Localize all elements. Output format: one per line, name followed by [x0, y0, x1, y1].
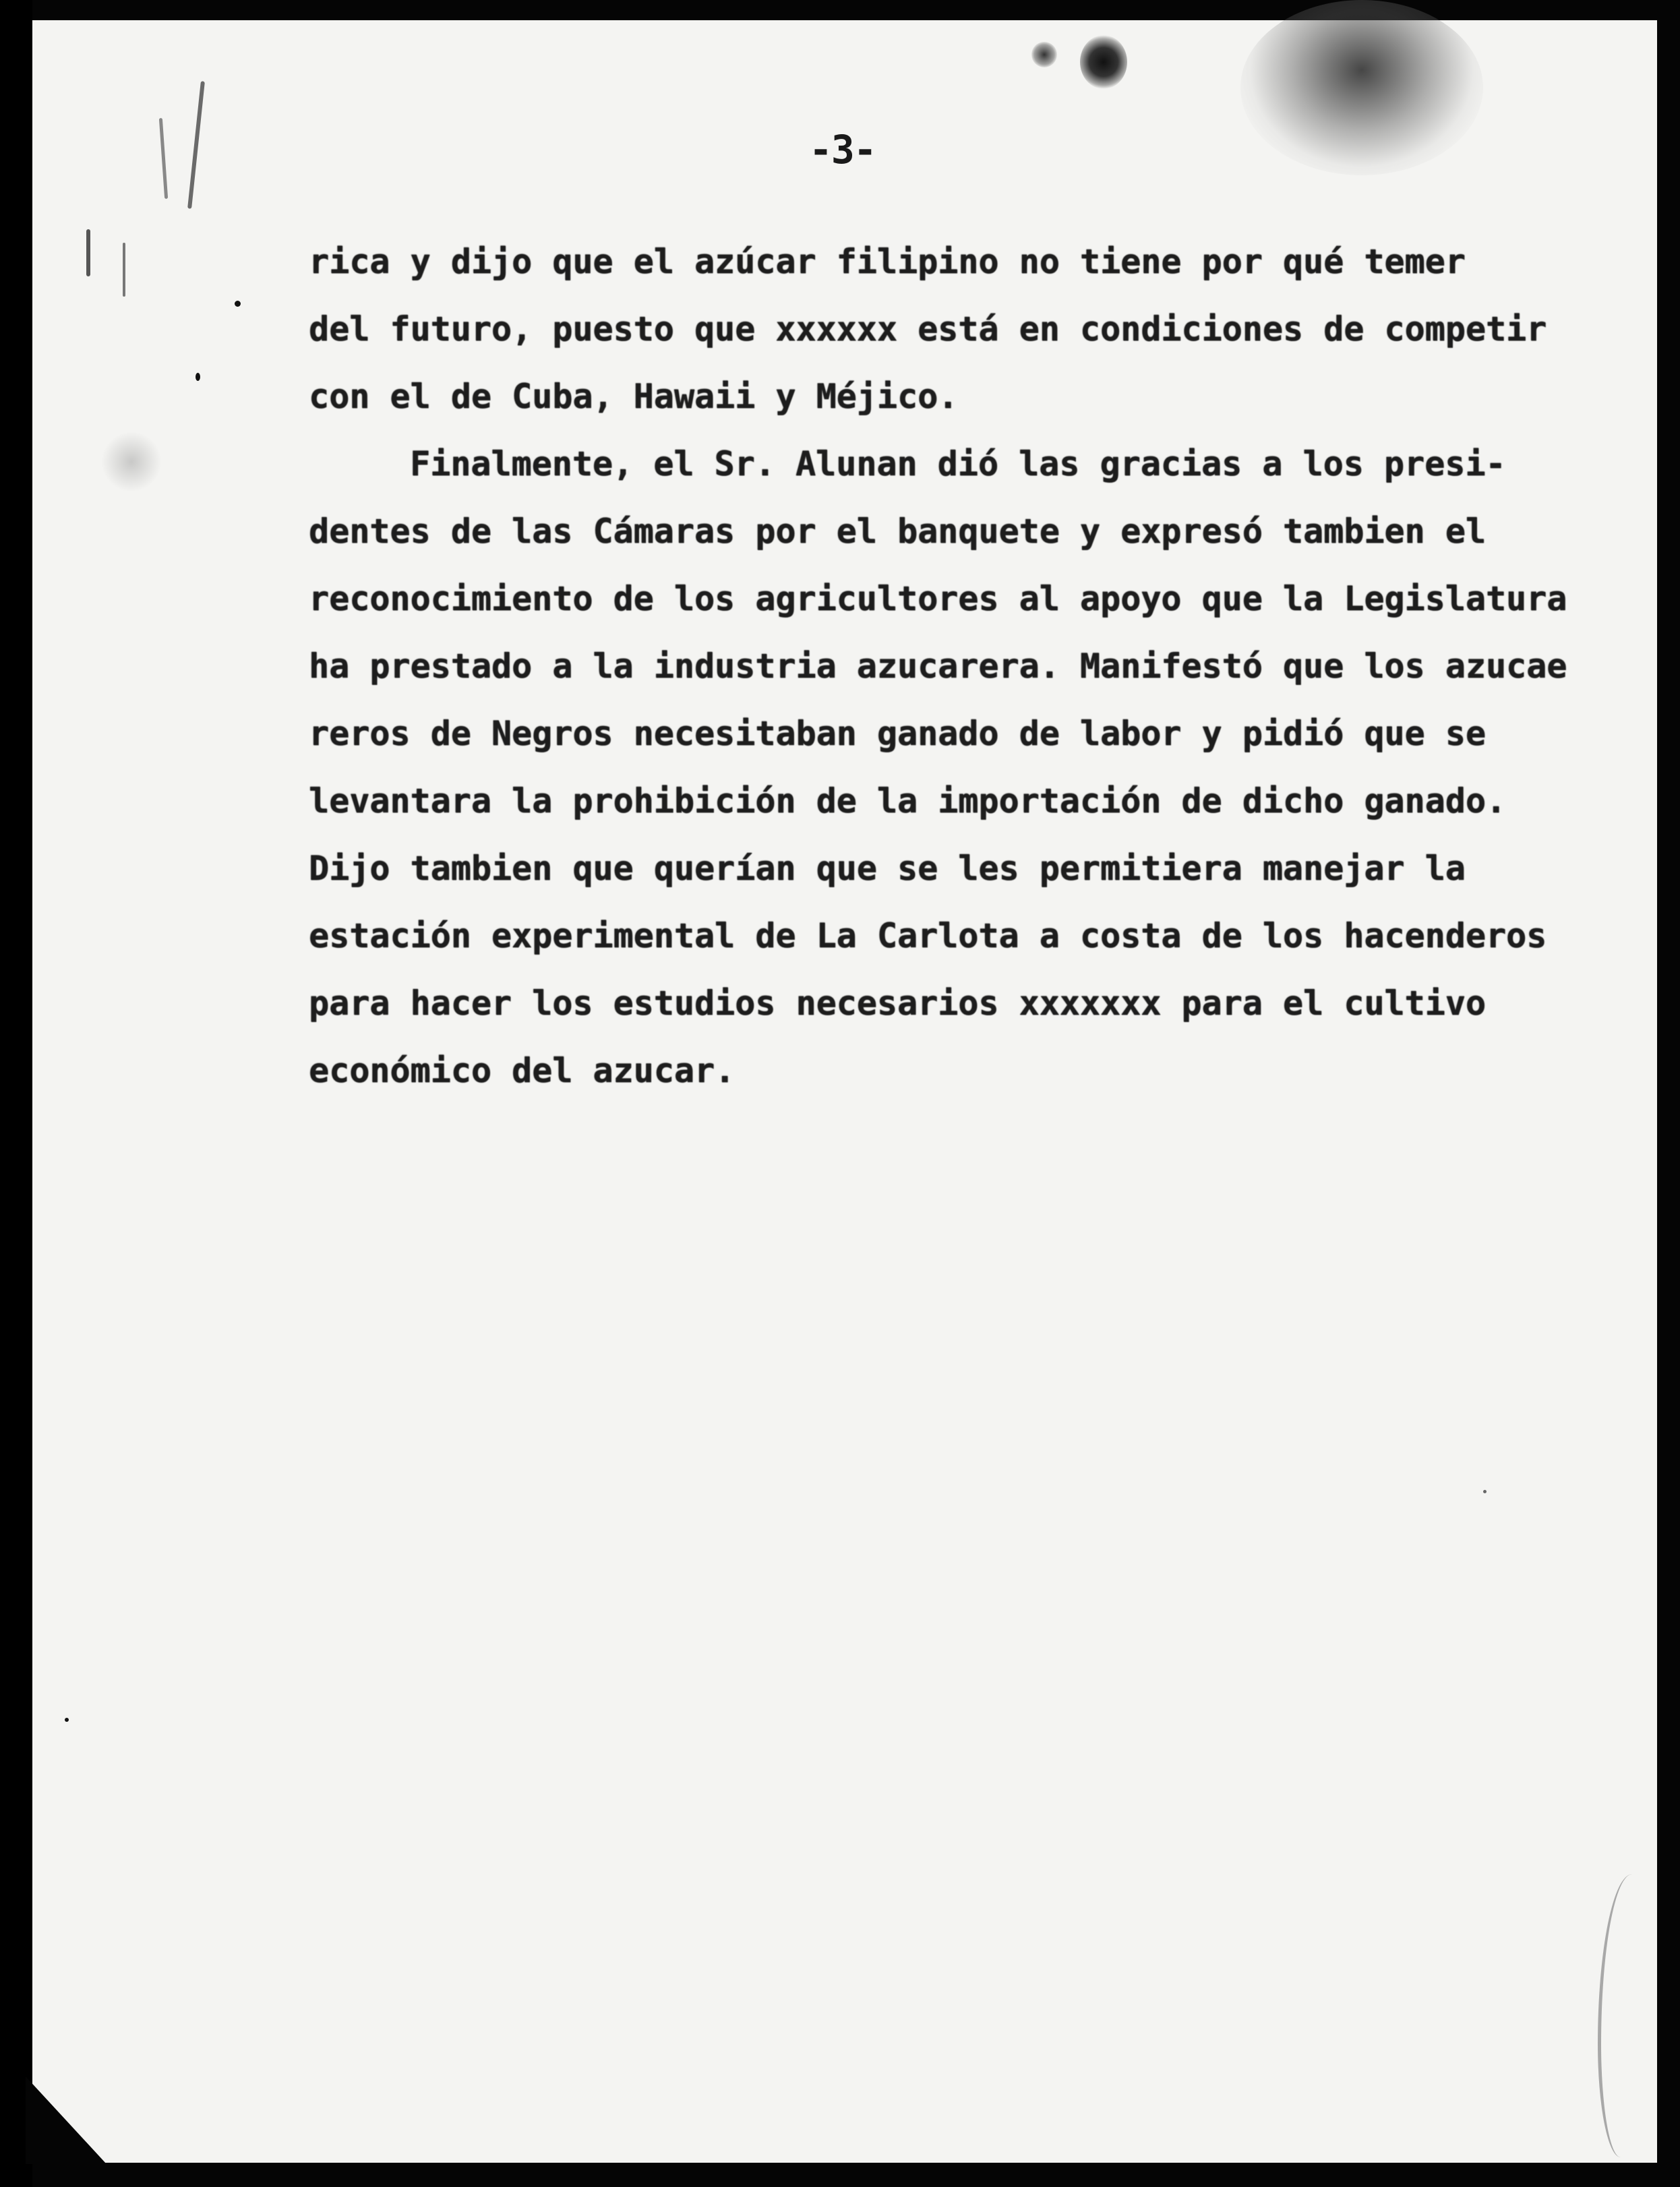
text-line: del futuro, puesto que xxxxxx está en condiciones de competir [309, 309, 1547, 349]
left-binding-shadow [0, 0, 32, 2187]
text-line: Dijo tambien que querían que se les permitiera manejar la [309, 849, 1466, 888]
ink-blot [1031, 42, 1057, 67]
ink-speck [1483, 1490, 1487, 1493]
text-line: económico del azucar. [309, 1051, 736, 1090]
typed-body-text [309, 228, 1590, 1104]
text-line: ha prestado a la industria azucarera. Manifestó que los azucae [309, 647, 1567, 686]
text-line: dentes de las Cámaras por el banquete y expresó tambien el [309, 512, 1486, 551]
text-line: para hacer los estudios necesarios xxxxxxx para el cultivo [309, 984, 1486, 1023]
ink-speck [235, 301, 241, 307]
torn-corner [26, 2076, 107, 2164]
pencil-mark [123, 243, 125, 297]
text-line: con el de Cuba, Hawaii y Méjico. [309, 377, 959, 416]
text-line: Finalmente, el Sr. Alunan dió las gracias a los presi- [410, 444, 1506, 483]
ink-blot [1080, 35, 1127, 89]
text-line: estación experimental de La Carlota a costa de los hacenderos [309, 916, 1547, 955]
ink-smudge [101, 431, 162, 492]
page-number: -3- [809, 127, 876, 173]
text-line: levantara la prohibición de la importación de dicho ganado. [309, 781, 1507, 820]
pencil-mark [86, 229, 90, 276]
ink-smudge [1240, 0, 1483, 175]
text-line: rica y dijo que el azúcar filipino no tiene por qué temer [309, 242, 1466, 281]
text-line: reconocimiento de los agricultores al apoyo que la Legislatura [309, 579, 1567, 618]
text-line: reros de Negros necesitaban ganado de labor y pidió que se [309, 714, 1486, 753]
ink-speck [65, 1718, 69, 1722]
ink-speck [196, 373, 200, 381]
